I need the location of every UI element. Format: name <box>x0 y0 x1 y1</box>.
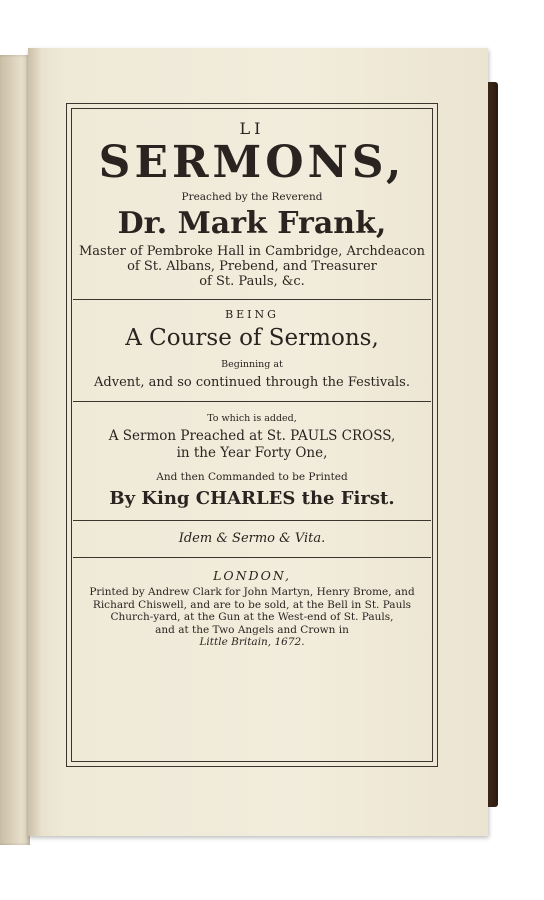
imprint-line-1: Printed by Andrew Clark for John Martyn, Henry Brome, and <box>89 586 415 598</box>
author-name: Dr. Mark Frank, <box>117 206 387 241</box>
pauls-cross-line-2: in the Year Forty One, <box>176 445 328 461</box>
title-page-text <box>71 108 433 649</box>
imprint-line-4: and at the Two Angels and Crown in <box>155 623 349 636</box>
preached-by-line: Preached by the Reverend <box>181 191 323 203</box>
motto: Idem & Sermo & Vita. <box>178 531 326 546</box>
divider-rule-3 <box>73 520 431 521</box>
divider-rule-2 <box>73 401 431 402</box>
author-title-line-2: of St. Albans, Prebend, and Treasurer <box>127 259 377 274</box>
divider-rule-1 <box>73 299 431 300</box>
gutter-shadow <box>28 48 42 836</box>
imprint-line-3: Church-yard, at the Gun at the West-end of St. Pauls, <box>110 611 394 623</box>
author-title-line-1: Master of Pembroke Hall in Cambridge, Archdeacon <box>78 244 426 259</box>
divider-rule-4 <box>73 557 431 558</box>
author-title-line-3: of St. Pauls, &c. <box>199 274 305 289</box>
king-line: By King CHARLES the First. <box>109 488 395 509</box>
sermon-count: LI <box>239 119 265 138</box>
commanded-line: And then Commanded to be Printed <box>156 471 348 483</box>
main-title: SERMONS, <box>98 137 406 188</box>
imprint-line-2: Richard Chiswell, and are to be sold, at the Bell in St. Pauls <box>92 598 412 611</box>
added-line: To which is added, <box>207 413 297 424</box>
being-label: BEING <box>225 308 279 321</box>
beginning-line: Beginning at <box>221 359 283 370</box>
pauls-cross-line-1: A Sermon Preached at St. PAULS CROSS, <box>108 428 396 444</box>
advent-line: Advent, and so continued through the Festivals. <box>94 375 410 390</box>
imprint-line-5: Little Britain, 1672. <box>199 636 305 648</box>
facing-page-edge <box>0 55 30 845</box>
title-page <box>28 48 488 836</box>
course-title: A Course of Sermons, <box>125 325 379 351</box>
imprint-city: LONDON, <box>213 568 291 583</box>
